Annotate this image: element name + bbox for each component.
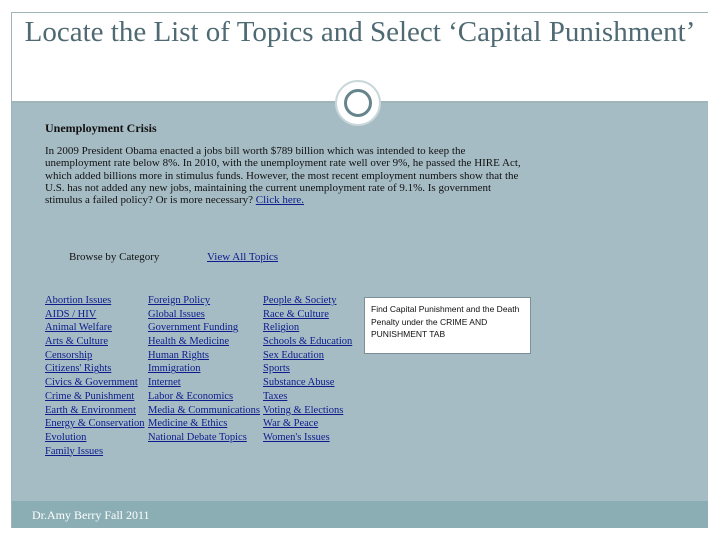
topic-link[interactable]: Citizens' Rights [45,363,112,375]
topic-link[interactable]: Medicine & Ethics [148,418,228,430]
topic-link[interactable]: Sex Education [263,349,324,361]
topic-link[interactable]: Civics & Government [45,377,138,389]
slide-title: Locate the List of Topics and Select ‘Capital Punishment’ [24,16,696,48]
feature-body [45,145,530,206]
topic-link[interactable]: Family Issues [45,445,104,457]
topic-link[interactable]: Foreign Policy [148,295,211,306]
topic-link[interactable]: Earth & Environment [45,404,136,416]
feature-link[interactable]: Click here. [255,194,305,207]
topic-link[interactable]: Schools & Education [263,336,353,348]
circle-ornament-icon [335,80,381,126]
topic-column-2 [148,294,260,445]
topic-link-crime-punishment[interactable]: Crime & Punishment [45,390,135,402]
topic-link[interactable]: Censorship [45,349,93,361]
topic-link[interactable]: Human Rights [148,349,209,361]
topic-link[interactable]: AIDS / HIV [45,308,97,320]
footer-credit: Dr.Amy Berry Fall 2011 [32,508,150,522]
topic-link[interactable]: War & Peace [263,418,319,430]
topic-link[interactable]: Women's Issues [263,431,330,443]
topic-link[interactable]: Religion [263,322,300,334]
topic-link[interactable]: Energy & Conservation [45,418,145,430]
topic-link[interactable]: Government Funding [148,322,239,334]
topic-link[interactable]: National Debate Topics [148,431,247,443]
topic-link[interactable]: Sports [263,363,290,375]
feature-text: In 2009 President Obama enacted a jobs bill worth $789 billion which was intended to keep the unemployment rate below 8%. In 2010, with the unemployment rate well over 9%, he passed the HIRE Act, which added billions more in stimulus funds. However, the most recent employment numbers show that the U.S. has not added any new jobs, maintaining the current unemployment rate of 9.1%. Is government stimulus a failed policy? Or is more necessary? [45,145,521,207]
topic-link[interactable]: Race & Culture [263,308,329,320]
topic-link[interactable]: Abortion Issues [45,295,112,306]
view-all-topics-link[interactable]: View All Topics [207,251,279,263]
instruction-callout: Find Capital Punishment and the Death Penalty under the CRIME AND PUNISHMENT TAB [364,297,531,354]
topic-link[interactable]: Media & Communications [148,404,260,416]
topic-link[interactable]: Global Issues [148,308,205,320]
topic-link[interactable]: Taxes [263,390,288,402]
topic-link[interactable]: Evolution [45,431,87,443]
topic-link[interactable]: Labor & Economics [148,390,234,402]
browse-by-category-label: Browse by Category [69,251,160,263]
topic-link[interactable]: Substance Abuse [263,377,335,389]
topic-link[interactable]: Voting & Elections [263,404,344,416]
topic-link[interactable]: Internet [148,377,181,389]
topic-link[interactable]: Health & Medicine [148,336,230,348]
feature-heading: Unemployment Crisis [45,121,157,135]
topic-column-3 [263,294,352,445]
topic-column-1 [45,294,145,458]
topic-link[interactable]: People & Society [263,295,337,306]
topic-link[interactable]: Immigration [148,363,201,375]
topic-link[interactable]: Animal Welfare [45,322,112,334]
topic-link[interactable]: Arts & Culture [45,336,108,348]
